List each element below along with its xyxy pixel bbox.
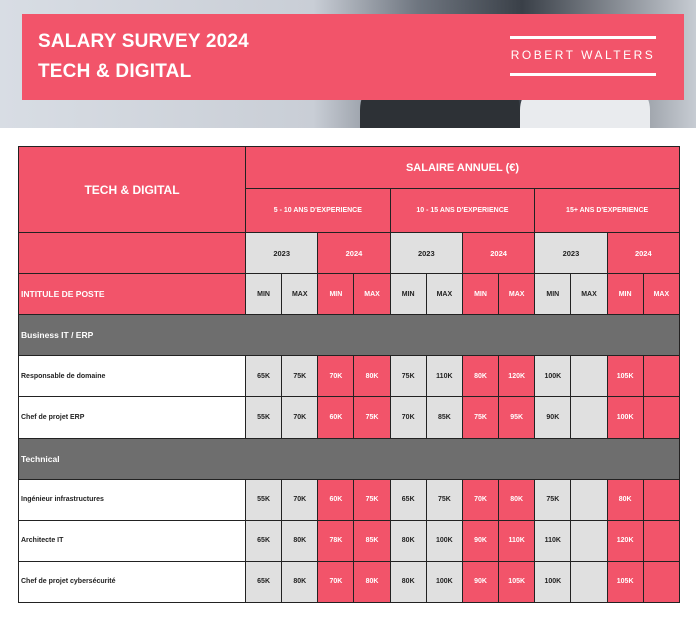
- min-header: MIN: [390, 274, 426, 315]
- title-banner: [22, 14, 684, 100]
- salary-cell: [571, 561, 607, 602]
- salary-cell: 90K: [462, 520, 498, 561]
- salary-cell: 120K: [607, 520, 643, 561]
- min-header: MIN: [246, 274, 282, 315]
- min-header: MIN: [318, 274, 354, 315]
- min-header: MIN: [607, 274, 643, 315]
- salary-cell: 70K: [282, 397, 318, 438]
- year-header: 2023: [246, 233, 318, 274]
- salary-cell: 85K: [354, 520, 390, 561]
- logo-bar: [510, 73, 656, 76]
- salary-cell: 65K: [390, 479, 426, 520]
- year-header: 2024: [462, 233, 534, 274]
- section-title: Business IT / ERP: [19, 315, 680, 356]
- salary-cell: [643, 397, 679, 438]
- salary-cell: 120K: [499, 356, 535, 397]
- salary-cell: 105K: [607, 561, 643, 602]
- salary-cell: 70K: [318, 356, 354, 397]
- salary-cell: 70K: [282, 479, 318, 520]
- salary-cell: 65K: [246, 561, 282, 602]
- salary-cell: [571, 356, 607, 397]
- salary-cell: 55K: [246, 479, 282, 520]
- header-row: [19, 274, 680, 315]
- salary-cell: 100K: [535, 356, 571, 397]
- salary-cell: [571, 520, 607, 561]
- max-header: MAX: [643, 274, 679, 315]
- salary-cell: [643, 479, 679, 520]
- salary-cell: 80K: [354, 561, 390, 602]
- salary-cell: [643, 561, 679, 602]
- header-row: [19, 147, 680, 189]
- max-header: MAX: [571, 274, 607, 315]
- salary-cell: 80K: [499, 479, 535, 520]
- salary-cell: 100K: [535, 561, 571, 602]
- min-header: MIN: [462, 274, 498, 315]
- salary-cell: 75K: [354, 397, 390, 438]
- section-row: [19, 438, 680, 479]
- max-header: MAX: [426, 274, 462, 315]
- salary-cell: 105K: [607, 356, 643, 397]
- salary-cell: 75K: [354, 479, 390, 520]
- job-title-cell: Chef de projet cybersécurité: [19, 561, 246, 602]
- max-header: MAX: [354, 274, 390, 315]
- salary-cell: 80K: [282, 561, 318, 602]
- salary-cell: 75K: [462, 397, 498, 438]
- section-row: [19, 315, 680, 356]
- logo-text: ROBERT WALTERS: [510, 48, 656, 62]
- logo-bar: [510, 36, 656, 39]
- salary-header: SALAIRE ANNUEL (€): [246, 147, 680, 189]
- salary-cell: 65K: [246, 520, 282, 561]
- salary-cell: 70K: [318, 561, 354, 602]
- salary-cell: 55K: [246, 397, 282, 438]
- salary-cell: 75K: [282, 356, 318, 397]
- salary-cell: 95K: [499, 397, 535, 438]
- experience-range-header: 5 - 10 ANS D'EXPERIENCE: [246, 189, 391, 233]
- salary-cell: 80K: [354, 356, 390, 397]
- salary-cell: 70K: [390, 397, 426, 438]
- job-title-cell: Ingénieur infrastructures: [19, 479, 246, 520]
- header-row: [19, 233, 680, 274]
- category-label: TECH & DIGITAL: [19, 147, 246, 233]
- year-header: 2024: [318, 233, 390, 274]
- salary-table: [18, 146, 680, 603]
- year-header: 2023: [535, 233, 607, 274]
- salary-cell: 80K: [462, 356, 498, 397]
- salary-cell: 100K: [607, 397, 643, 438]
- job-title-header: INTITULE DE POSTE: [19, 274, 246, 315]
- salary-cell: 70K: [462, 479, 498, 520]
- job-title-cell: Chef de projet ERP: [19, 397, 246, 438]
- min-header: MIN: [535, 274, 571, 315]
- table-row: [19, 356, 680, 397]
- salary-cell: 60K: [318, 397, 354, 438]
- salary-cell: 78K: [318, 520, 354, 561]
- salary-cell: [571, 479, 607, 520]
- salary-cell: [643, 356, 679, 397]
- salary-cell: 100K: [426, 520, 462, 561]
- salary-cell: 100K: [426, 561, 462, 602]
- salary-cell: 105K: [499, 561, 535, 602]
- header-spacer: [19, 233, 246, 274]
- table-row: [19, 397, 680, 438]
- salary-cell: 80K: [390, 520, 426, 561]
- brand-logo: [510, 36, 656, 76]
- salary-cell: 110K: [499, 520, 535, 561]
- year-header: 2023: [390, 233, 462, 274]
- table-row: [19, 520, 680, 561]
- salary-cell: 90K: [535, 397, 571, 438]
- salary-cell: 75K: [390, 356, 426, 397]
- salary-cell: 85K: [426, 397, 462, 438]
- salary-cell: 65K: [246, 356, 282, 397]
- salary-cell: 110K: [535, 520, 571, 561]
- salary-cell: 80K: [607, 479, 643, 520]
- salary-cell: 60K: [318, 479, 354, 520]
- max-header: MAX: [499, 274, 535, 315]
- experience-range-header: 10 - 15 ANS D'EXPERIENCE: [390, 189, 535, 233]
- section-title: Technical: [19, 438, 680, 479]
- salary-cell: 110K: [426, 356, 462, 397]
- salary-cell: 75K: [535, 479, 571, 520]
- experience-range-header: 15+ ANS D'EXPERIENCE: [535, 189, 680, 233]
- year-header: 2024: [607, 233, 679, 274]
- table-row: [19, 479, 680, 520]
- job-title-cell: Architecte IT: [19, 520, 246, 561]
- salary-cell: 80K: [390, 561, 426, 602]
- salary-cell: 90K: [462, 561, 498, 602]
- salary-cell: [571, 397, 607, 438]
- salary-cell: 80K: [282, 520, 318, 561]
- page-subtitle: TECH & DIGITAL: [38, 61, 192, 82]
- job-title-cell: Responsable de domaine: [19, 356, 246, 397]
- max-header: MAX: [282, 274, 318, 315]
- salary-cell: [643, 520, 679, 561]
- page-title: SALARY SURVEY 2024: [38, 31, 249, 52]
- table-row: [19, 561, 680, 602]
- salary-cell: 75K: [426, 479, 462, 520]
